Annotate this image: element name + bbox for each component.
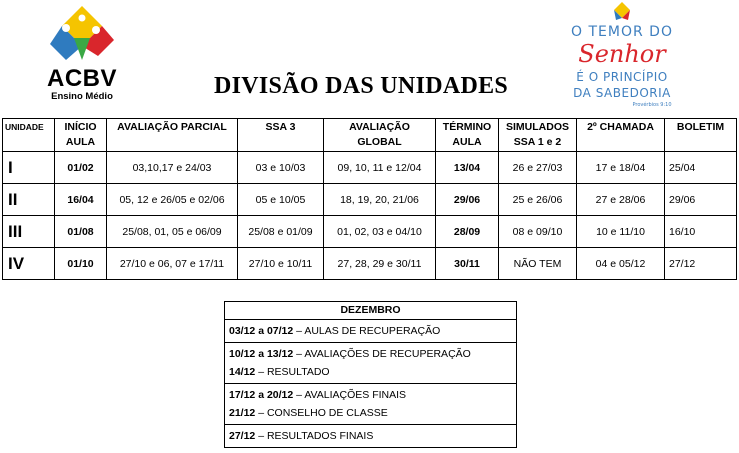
motto-logo [562,2,682,110]
december-item [229,363,512,381]
cell-ssa3: 03 e 10/03 [238,152,324,184]
december-text: – AVALIAÇÕES DE RECUPERAÇÃO [293,348,471,360]
motto-line-3: É O PRINCÍPIO [576,70,668,84]
december-date: 14/12 [229,366,256,378]
header-termino-aula: TÉRMINO AULA [436,119,499,152]
motto-line-2: Senhor [578,40,666,68]
december-date: 27/12 [229,430,256,442]
cell-boletim: 29/06 [665,184,737,216]
december-group [225,343,516,384]
cell-global: 18, 19, 20, 21/06 [324,184,436,216]
december-date: 17/12 a 20/12 [229,389,294,401]
table-row [3,184,737,216]
cell-termino: 29/06 [436,184,499,216]
cell-simulados: NÃO TEM [499,248,577,280]
december-item [229,427,512,445]
cell-parcial: 03,10,17 e 24/03 [107,152,238,184]
cell-ssa3: 27/10 e 10/11 [238,248,324,280]
table-row [3,216,737,248]
logo-name: ACBV [46,65,117,92]
cell-parcial: 27/10 e 06, 07 e 17/11 [107,248,238,280]
cell-parcial: 25/08, 01, 05 e 06/09 [107,216,238,248]
december-text: – RESULTADOS FINAIS [255,430,374,442]
december-group [225,384,516,425]
december-item [229,386,512,404]
header-2-chamada: 2º CHAMADA [577,119,665,152]
december-title: DEZEMBRO [225,302,516,320]
december-text: – RESULTADO [255,366,330,378]
header-ssa3: SSA 3 [238,119,324,152]
december-text: – AULAS DE RECUPERAÇÃO [293,325,441,337]
crest-icon [612,2,632,20]
cell-unidade: IV [3,248,55,280]
cell-global: 01, 02, 03 e 04/10 [324,216,436,248]
december-group [225,425,516,447]
motto-line-5: Provérbios 9:10 [632,102,672,108]
cell-global: 27, 28, 29 e 30/11 [324,248,436,280]
logo-subtitle: Ensino Médio [51,91,113,102]
cell-inicio: 01/08 [55,216,107,248]
motto-line-4: DA SABEDORIA [573,86,671,100]
header-simulados: SIMULADOS SSA 1 e 2 [499,119,577,152]
december-text: – CONSELHO DE CLASSE [255,407,388,419]
table-row [3,152,737,184]
cell-chamada: 04 e 05/12 [577,248,665,280]
header-boletim: BOLETIM [665,119,737,152]
december-date: 21/12 [229,407,256,419]
cell-boletim: 16/10 [665,216,737,248]
units-table [2,118,737,280]
cell-termino: 28/09 [436,216,499,248]
header-inicio-aula: INÍCIO AULA [55,119,107,152]
december-box [224,301,517,448]
december-date: 03/12 a 07/12 [229,325,294,337]
cell-termino: 30/11 [436,248,499,280]
cell-global: 09, 10, 11 e 12/04 [324,152,436,184]
cell-chamada: 10 e 11/10 [577,216,665,248]
december-item [229,404,512,422]
cell-ssa3: 25/08 e 01/09 [238,216,324,248]
table-header-row [3,119,737,152]
cell-chamada: 27 e 28/06 [577,184,665,216]
december-item [229,345,512,363]
december-text: – AVALIAÇÕES FINAIS [293,389,407,401]
cell-parcial: 05, 12 e 26/05 e 02/06 [107,184,238,216]
motto-line-1: O TEMOR DO [571,24,673,40]
cell-boletim: 27/12 [665,248,737,280]
december-group [225,320,516,343]
december-item [229,322,512,340]
cell-termino: 13/04 [436,152,499,184]
cell-inicio: 16/04 [55,184,107,216]
cell-unidade: III [3,216,55,248]
header-avaliacao-global: AVALIAÇÃO GLOBAL [324,119,436,152]
cell-unidade: I [3,152,55,184]
cell-simulados: 26 e 27/03 [499,152,577,184]
acbv-emblem-icon [44,4,120,66]
header-unidade: UNIDADE [3,119,55,152]
header-avaliacao-parcial: AVALIAÇÃO PARCIAL [107,119,238,152]
cell-inicio: 01/10 [55,248,107,280]
cell-simulados: 25 e 26/06 [499,184,577,216]
page-title: DIVISÃO DAS UNIDADES [214,73,509,99]
cell-simulados: 08 e 09/10 [499,216,577,248]
cell-chamada: 17 e 18/04 [577,152,665,184]
cell-inicio: 01/02 [55,152,107,184]
cell-ssa3: 05 e 10/05 [238,184,324,216]
december-date: 10/12 a 13/12 [229,348,294,360]
acbv-logo [44,4,120,104]
cell-boletim: 25/04 [665,152,737,184]
cell-unidade: II [3,184,55,216]
table-row [3,248,737,280]
